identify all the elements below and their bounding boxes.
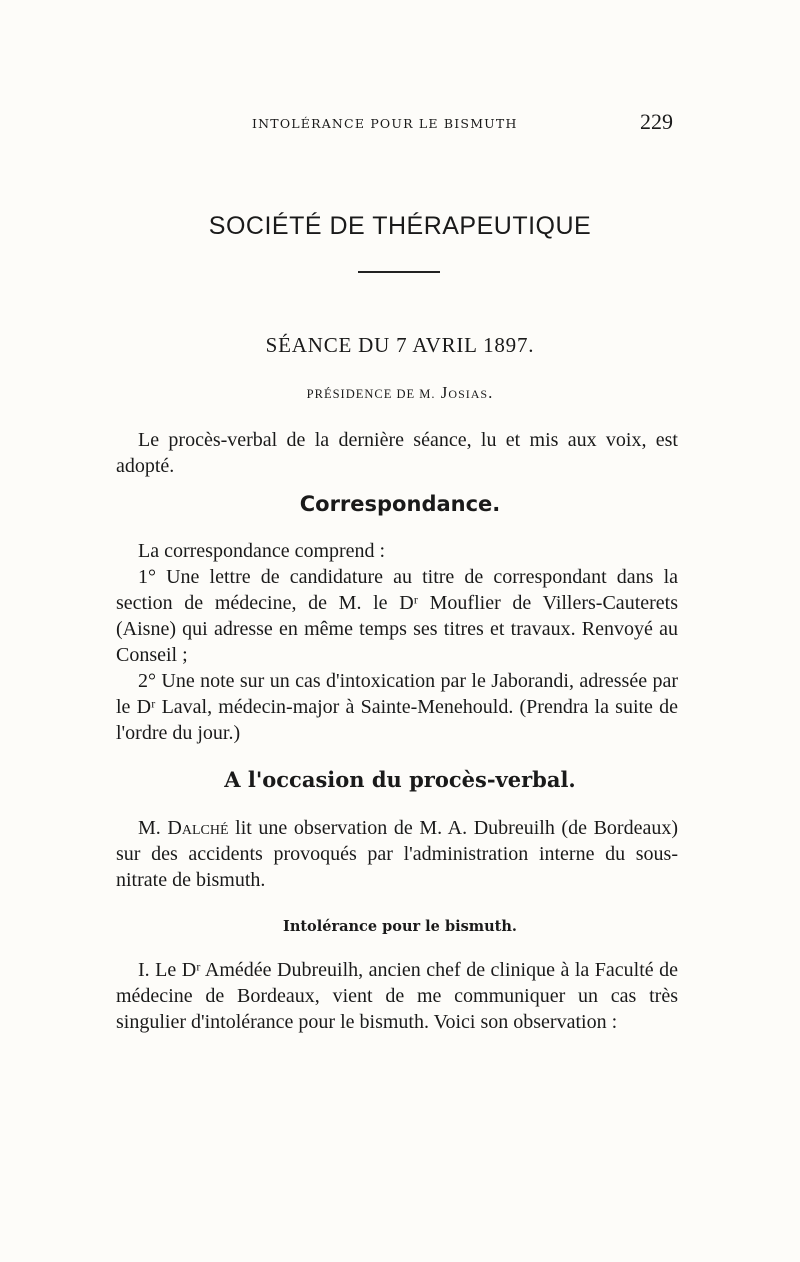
correspondence-item-2 bbox=[116, 668, 678, 746]
presidency-prefix: PRÉSIDENCE DE M. bbox=[306, 387, 436, 401]
title-rule bbox=[358, 271, 440, 273]
correspondence-intro bbox=[116, 538, 678, 564]
running-header: INTOLÉRANCE POUR LE BISMUTH bbox=[252, 116, 518, 131]
society-title: SOCIÉTÉ DE THÉRAPEUTIQUE bbox=[208, 212, 592, 240]
president-name: Josias. bbox=[440, 383, 494, 402]
correspondence-item-1-text: 1° Une lettre de candidature au titre de correspondant dans la section de médecine, de M. le Dʳ Mouflier de Villers-Cauterets (Aisne) qui adresse en même temps ses titres et travaux. Renvoyé au Conseil ; bbox=[116, 566, 678, 666]
article-paragraph bbox=[116, 957, 678, 1035]
article-paragraph-text: I. Le Dʳ Amédée Dubreuilh, ancien chef de clinique à la Faculté de médecine de Bordeaux, vient de me communiquer un cas très singulier d'intolérance pour le bismuth. Voici son observation : bbox=[116, 959, 678, 1033]
article-heading: Intolérance pour le bismuth. bbox=[283, 918, 517, 935]
proces-verbal-heading: A l'occasion du procès-verbal. bbox=[224, 767, 576, 792]
proces-verbal-paragraph bbox=[116, 815, 678, 893]
proces-verbal-text: lit une observation de M. A. Dubreuilh (de Bordeaux) sur des accidents provoqués par l'administration interne du sous-nitrate de bismuth. bbox=[116, 817, 679, 891]
speaker-name: M. Dalché bbox=[138, 817, 229, 839]
correspondence-intro-text: La correspondance comprend : bbox=[138, 540, 386, 562]
minutes-paragraph bbox=[116, 427, 678, 479]
presidency-line bbox=[0, 383, 800, 403]
correspondence-heading: Correspondance. bbox=[299, 492, 501, 516]
correspondence-item-1 bbox=[116, 564, 678, 668]
correspondence-item-2-text: 2° Une note sur un cas d'intoxication par le Jaborandi, adressée par le Dʳ Laval, médecin-major à Sainte-Menehould. (Prendra la suite de l'ordre du jour.) bbox=[116, 670, 678, 744]
minutes-text: Le procès-verbal de la dernière séance, lu et mis aux voix, est adopté. bbox=[116, 429, 678, 477]
page-number: 229 bbox=[640, 109, 673, 134]
session-title: SÉANCE DU 7 AVRIL 1897. bbox=[265, 333, 535, 357]
